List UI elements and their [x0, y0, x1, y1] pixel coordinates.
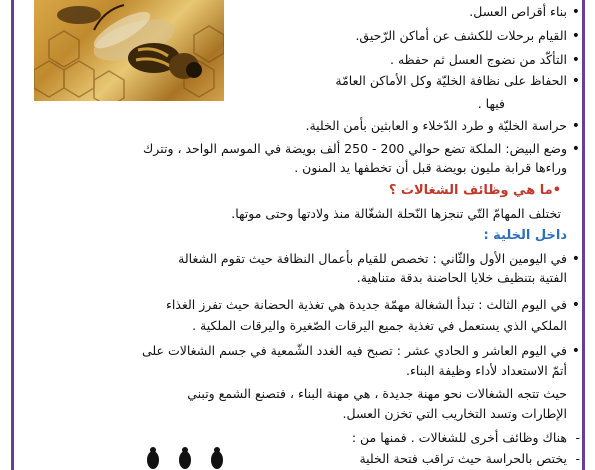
duty-item: • القيام برحلات للكشف عن أماكن الرّحيق.	[355, 28, 567, 44]
honeybee-photo	[34, 0, 224, 101]
intro-text: تختلف المهامّ التّي تنجزها النّحلة الشغّالة منذ ولادتها وحتى موتها.	[231, 206, 561, 221]
duty-item: • بناء أقراص العسل.	[469, 4, 567, 20]
duty-item-continued: فيها .	[477, 96, 505, 111]
stage-item: • في اليوم الثالث : تبدأ الشغالة مهمّة جديدة هي تغذية الحضانة حيث تفرز الغذاء	[166, 297, 567, 313]
stage-detail: حيث تتجه الشغالات نحو مهنة جديدة ، هي مهنة البناء ، فتصنع الشمع وتبني	[187, 386, 567, 401]
bee-silhouettes	[135, 446, 235, 470]
stage-detail-continued: الإطارات وتسد التخاريب التي تخزن العسل.	[342, 406, 567, 421]
stage-item-continued: الفتية بتنظيف خلايا الحاضنة بدقة متناهية.	[356, 270, 567, 285]
section-heading-text: ما هي وظائف الشغالات ؟	[388, 183, 553, 198]
stage-item-continued: أتمّ الاستعداد لأداء وظيفة البناء.	[406, 363, 567, 378]
duty-item: • حراسة الخليّة و طرد الدّخلاء و العابثين بأمن الخلية.	[305, 118, 567, 134]
stage-item-continued: الملكي الذي يستعمل في تغذية جميع اليرقات الصّغيرة واليرقات الملكية .	[192, 318, 567, 333]
stage-item: • في اليومين الأول والثّاني : تخصص للقيام بأعمال النظافة حيث تقوم الشغالة	[178, 251, 567, 267]
duty-item: • وضع البيض: الملكة تضع حوالي 200 - 250 ألف بويضة في الموسم الواحد ، وتترك	[143, 141, 567, 157]
other-duties-item: - يختص بالحراسة حيث تراقب فتحة الخلية	[359, 451, 567, 467]
duty-item: • التأكّد من نضوج العسل ثم حفظه .	[390, 52, 567, 68]
duty-item-continued: وراءها قرابة مليون بويضة قبل أن تخطفها يد المنون .	[294, 160, 567, 175]
stage-item: • في اليوم العاشر و الحادي عشر : تصبح فيه الغدد الشّمعية في جسم الشغالات على	[142, 343, 567, 359]
section-heading: •ما هي وظائف الشغالات ؟	[388, 183, 561, 198]
subsection-heading: داخل الخلية :	[483, 228, 567, 243]
duty-item: • الحفاظ على نظافة الخليّة وكل الأماكن العامّة	[335, 73, 567, 89]
other-duties-item: - هناك وظائف أخرى للشغالات . فمنها من :	[352, 430, 567, 446]
